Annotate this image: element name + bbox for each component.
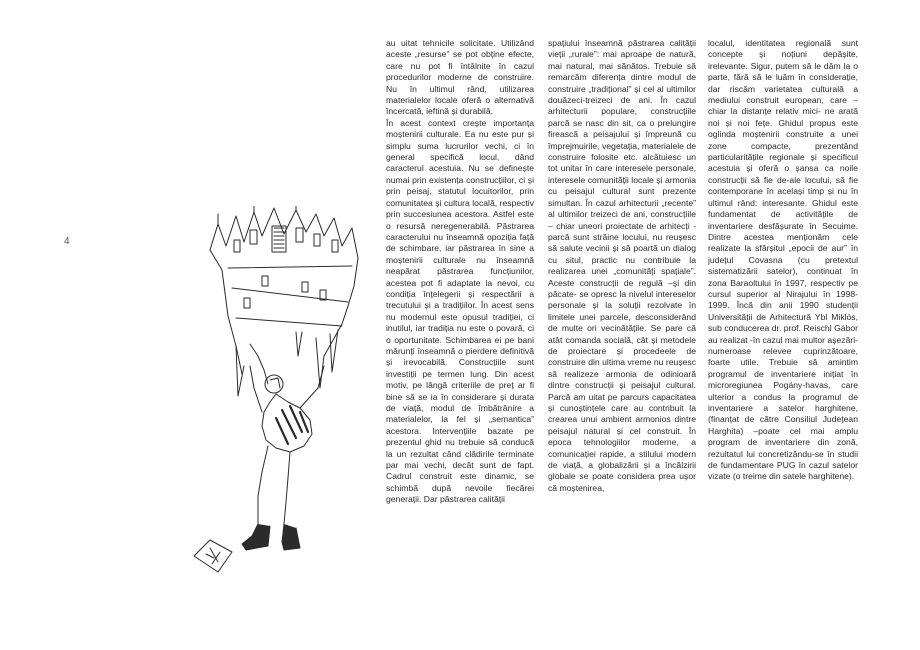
paragraph: localul, identitatea regională sunt concepte și noțiuni depășite, irelevante. Sigur, putem să le dăm la o parte, fără să le luăm în considerație, dar riscăm varietatea culturală a mediului construit european, care –chiar la distanțe relativ mici- ne arată noi și noi fețe. Ghidul propus este oglinda moștenirii construite a unei zone compacte, prezentând particularitățile regionale și specificul acestuia și oferă o șansa ca noile construcții să fie de-ale locului, să fie contemporane în același timp și nu în ultimul rând: interesante. Ghidul este fundamentat de activitățile de inventariere desfășurate în Secuime. Dintre acestea menționăm cele realizate la sfârșitul „epocii de aur” în județul Covasna (cu pretextul sistematizării satelor), continuat în zona Baraoltului în 1997, respectiv pe cursul superior al Nirajului în 1998-1999. Încă din anii 1990 studenții Universității de Arhitectură Ybl Miklós, sub conducerea dr. prof. Reischl Gábor au realizat -în cazul mai multor așezări- numeroase relevee cuprinzătoare, foarte utile. Trebuie să amintim programul de inventariere inițiat în microregiunea Pogány-havas, care ulterior a condus la programul de inventariere a satelor harghitene, (finanțat de către Consiliul Județean Harghita) –poate cel mai amplu program de inventariere din zonă, rezultatul lui concretizându-se în studii de fundamentare PUG în cazul satelor vizate (o treime din satele harghitene). bbox=[708, 38, 858, 482]
page-number: 4 bbox=[64, 236, 70, 247]
paragraph: În acest context crește importanța moștenirii culturale. Ea nu este pur și simplu suma lucrurilor vechi, ci în general specifică locul, dând caracterul acestuia. Nu se definește numai prin existența construcțiilor, ci și prin peisaj, statutul locuitorilor, prin comunitatea și cultura locală, respectiv prin succesiunea acestora. Astfel este o resursă neregenerabilă. Păstrarea caracterului nu înseamnă opoziția față de schimbare, iar păstrarea în sine a moștenirii culturale nu înseamnă neapărat păstrarea funcțiunilor, acestea pot fi adaptate la nevoi, cu condiția înțelegerii și respectării a trecutului și a tradițiilor. În acest sens nu modernul este opusul tradiției, ci inutilul, iar tradiția nu este o povară, ci o oportunitate. Schimbarea ei pe bani mărunți înseamnă o pierdere definitivă și irevocabilă. Construcțiile sunt investiții pe termen lung. Din acest motiv, pe lângă criteriile de preț ar fi bine să se ia în considerare și durata de viață, modul de îmbătrânire a materialelor, la fel și „semantica” acestora. Intervențiile bazate pe prezentul ghid nu trebuie să conducă la un rezultat când clădirile terminate par mai vechi, decât sunt de fapt. Cadrul construit este dinamic, se schimbă după nevoile fiecărei generații. Dar păstrarea calității bbox=[386, 117, 534, 505]
text-column-2 bbox=[548, 38, 696, 494]
paragraph: au uitat tehnicile solicitate. Utilizând aceste „resurse” se pot obține efecte, care nu pot fi întâlnite în cazul procedurilor moderne de construire. Nu în ultimul rând, utilizarea materialelor locale oferă o alternativă încercată, ieftină și durabilă. bbox=[386, 38, 534, 117]
text-column-3 bbox=[708, 38, 858, 483]
text-column-1 bbox=[386, 38, 534, 506]
paragraph: spațiului înseamnă păstrarea calității vieții „rurale”: mai aproape de natură, mai natural, mai sănătos. Trebuie să remarcăm diferența dintre modul de construire „tradițional” și cel al ultimilor douăzeci-treizeci de ani. În cazul arhitecturii populare, construcțiile parcă se nasc din sit, ca o prelungire firească a peisajului și împreună cu împrejmuirile, vegetația, materialele de construire folosite etc. alcătuiesc un tot unitar în care interesele personale, interesele comunității locale și armonia cu peisajul cultural sunt prezente simultan. În cazul arhitecturii „recente” al ultimilor treizeci de ani, construcțiile – chiar uneori proiectate de arhitecți - parcă sunt străine locului, nu reușesc să salute vecinii și să poartă un dialog cu situl, practic nu contribuie la realizarea unei „comunități spațiale”. Aceste construcții de regulă –și din păcate- se opresc la nivelul intereselor personale și la soluții rezolvate în limitele unei parcele, desconsiderând de multe ori vecinătățile. Se pare că atât comanda socială, cât și metodele de proiectare și procedeele de construire din ultima vreme nu reușesc să realizeze armonia de odinioară dintre construcții și peisajul cultural. Parcă am uitat pe parcurs capacitatea și cunoștințele care au contribuit la crearea unui ambient armonios dintre peisajul natural și cel construit. În epoca tehnologiilor moderne, a comunicației rapide, a stilului modern de viață, a globalizării și a încălzirii globale se poate considera prea ușor că moștenirea, bbox=[548, 38, 696, 493]
man-carrying-village-drawing bbox=[194, 206, 358, 572]
illustration bbox=[192, 206, 372, 586]
